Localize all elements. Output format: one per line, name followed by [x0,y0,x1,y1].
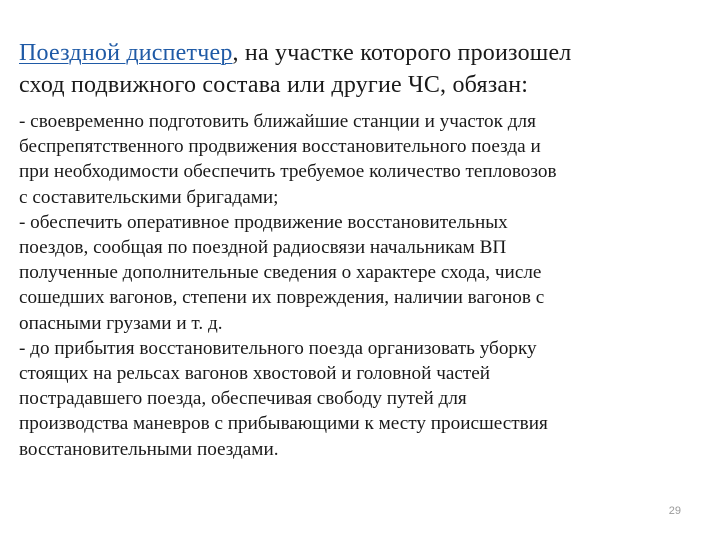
body-line: - до прибытия восстановительного поезда организовать уборку [19,337,537,359]
body-line: опасными грузами и т. д. [19,312,223,334]
body-line: с составительскими бригадами; [19,186,279,208]
body-line: производства маневров с прибывающими к месту происшествия [19,413,548,435]
body-line: при необходимости обеспечить требуемое количество тепловозов [19,161,557,183]
heading-highlight-term: Поездной диспетчер [19,40,233,66]
slide-heading [19,37,699,101]
heading-line2: сход подвижного состава или другие ЧС, обязан: [19,72,529,98]
body-line: - обеспечить оперативное продвижение восстановительных [19,211,508,233]
slide-body [19,109,709,462]
body-line: поездов, сообщая по поездной радиосвязи начальникам ВП [19,237,507,259]
body-line: пострадавшего поезда, обеспечивая свободу путей для [19,388,467,410]
body-line: восстановительными поездами. [19,438,279,460]
body-line: беспрепятственного продвижения восстановительного поезда и [19,136,541,158]
body-line: сошедших вагонов, степени их повреждения, наличии вагонов с [19,287,545,309]
body-line: полученные дополнительные сведения о характере схода, числе [19,262,542,284]
heading-rest-line1: , на участке которого произошел [232,40,572,66]
page-number: 29 [668,505,681,517]
body-line: стоящих на рельсах вагонов хвостовой и головной частей [19,363,491,385]
body-line: - своевременно подготовить ближайшие станции и участок для [19,111,536,132]
